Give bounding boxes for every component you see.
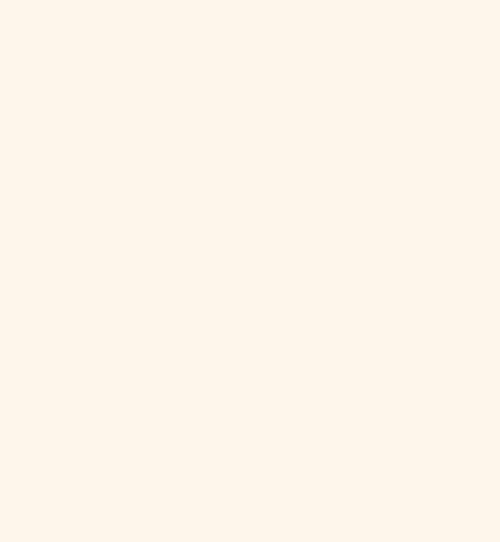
paragraph [6, 386, 494, 542]
text-line [6, 291, 494, 307]
text-line [6, 417, 494, 433]
text-line [6, 480, 494, 496]
text-line [6, 197, 494, 213]
text-line [6, 322, 494, 338]
text-line [6, 6, 494, 22]
text-line [6, 22, 494, 38]
text-line [6, 386, 494, 402]
text-line [6, 182, 494, 198]
paragraph [6, 150, 494, 384]
text-line [6, 53, 494, 69]
text-line [6, 402, 494, 418]
text-line [6, 449, 494, 465]
text-line [6, 244, 494, 260]
text-line [6, 353, 494, 369]
text-line [6, 133, 494, 149]
text-line [6, 102, 494, 118]
text-line [6, 433, 494, 449]
text-line [6, 150, 494, 166]
text-line [6, 495, 494, 511]
text-line [6, 86, 494, 102]
text-line [6, 306, 494, 322]
text-line [6, 527, 494, 542]
text-line [6, 275, 494, 291]
text-line [6, 464, 494, 480]
text-line [6, 511, 494, 527]
text-line [6, 117, 494, 133]
text-line [6, 37, 494, 53]
paragraph [6, 6, 494, 84]
text-line [6, 228, 494, 244]
text-line [6, 166, 494, 182]
text-line [6, 337, 494, 353]
text-line [6, 213, 494, 229]
text-line [6, 68, 494, 84]
paragraph [6, 86, 494, 148]
text-line [6, 369, 494, 385]
text-line [6, 260, 494, 276]
